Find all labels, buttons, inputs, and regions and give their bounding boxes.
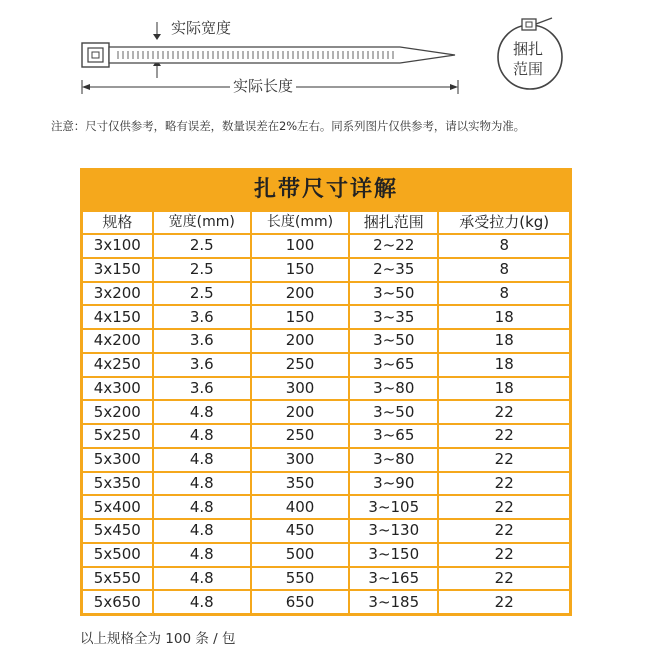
cell-length: 550	[252, 568, 350, 592]
table-header-row	[83, 212, 569, 235]
cell-spec: 5x500	[83, 544, 154, 568]
cell-bundle-range: 3~80	[350, 378, 439, 402]
cell-bundle-range: 2~22	[350, 235, 439, 259]
cell-width: 4.8	[154, 568, 252, 592]
cell-width: 4.8	[154, 425, 252, 449]
cell-bundle-range: 3~130	[350, 520, 439, 544]
cell-tensile-strength: 8	[439, 259, 569, 283]
cell-length: 500	[252, 544, 350, 568]
cell-tensile-strength: 18	[439, 354, 569, 378]
cell-spec: 5x550	[83, 568, 154, 592]
cell-bundle-range: 3~65	[350, 425, 439, 449]
cell-spec: 5x400	[83, 496, 154, 520]
header-length: 长度(mm)	[252, 212, 350, 235]
cell-spec: 5x350	[83, 473, 154, 497]
cell-width: 3.6	[154, 330, 252, 354]
cell-tensile-strength: 22	[439, 520, 569, 544]
header-bundle-range: 捆扎范围	[350, 212, 439, 235]
circle-label-line2: 范围	[513, 60, 544, 78]
table-row	[83, 378, 569, 402]
cell-spec: 5x200	[83, 401, 154, 425]
cell-spec: 4x250	[83, 354, 154, 378]
table-row	[83, 496, 569, 520]
cable-tie-illustration	[0, 0, 650, 110]
cell-bundle-range: 3~90	[350, 473, 439, 497]
table-row	[83, 591, 569, 613]
cell-bundle-range: 3~50	[350, 330, 439, 354]
cell-tensile-strength: 18	[439, 330, 569, 354]
cell-tensile-strength: 22	[439, 591, 569, 613]
cell-width: 3.6	[154, 378, 252, 402]
cell-length: 150	[252, 306, 350, 330]
cell-length: 200	[252, 283, 350, 307]
cell-width: 4.8	[154, 544, 252, 568]
cell-tensile-strength: 22	[439, 449, 569, 473]
cell-tensile-strength: 18	[439, 378, 569, 402]
table-row	[83, 568, 569, 592]
cell-bundle-range: 3~35	[350, 306, 439, 330]
table-row	[83, 283, 569, 307]
cell-tensile-strength: 22	[439, 473, 569, 497]
cell-length: 250	[252, 354, 350, 378]
cell-width: 4.8	[154, 496, 252, 520]
cell-width: 3.6	[154, 354, 252, 378]
cell-tensile-strength: 18	[439, 306, 569, 330]
length-label: 实际长度	[230, 77, 296, 95]
table-row	[83, 520, 569, 544]
cell-bundle-range: 3~65	[350, 354, 439, 378]
size-table	[80, 168, 572, 616]
circle-label-line1: 捆扎	[513, 40, 544, 58]
cell-length: 250	[252, 425, 350, 449]
cell-length: 100	[252, 235, 350, 259]
cell-width: 4.8	[154, 520, 252, 544]
cell-spec: 5x300	[83, 449, 154, 473]
width-label: 实际宽度	[171, 19, 232, 37]
cell-bundle-range: 3~80	[350, 449, 439, 473]
cell-length: 400	[252, 496, 350, 520]
cell-width: 4.8	[154, 401, 252, 425]
cell-spec: 4x300	[83, 378, 154, 402]
cell-tensile-strength: 22	[439, 425, 569, 449]
cell-bundle-range: 3~105	[350, 496, 439, 520]
cell-bundle-range: 3~50	[350, 283, 439, 307]
cell-width: 4.8	[154, 473, 252, 497]
table-row	[83, 544, 569, 568]
table-row	[83, 473, 569, 497]
size-table-grid	[83, 212, 569, 613]
header-tensile-strength: 承受拉力(kg)	[439, 212, 569, 235]
cell-width: 4.8	[154, 591, 252, 613]
cell-width: 2.5	[154, 259, 252, 283]
table-title: 扎带尺寸详解	[253, 177, 398, 202]
cell-length: 350	[252, 473, 350, 497]
cell-spec: 3x150	[83, 259, 154, 283]
package-quantity-note: 以上规格全为 100 条 / 包	[80, 631, 236, 647]
header-width: 宽度(mm)	[154, 212, 252, 235]
table-row	[83, 401, 569, 425]
cell-length: 200	[252, 401, 350, 425]
cell-spec: 5x450	[83, 520, 154, 544]
table-row	[83, 330, 569, 354]
cell-spec: 5x250	[83, 425, 154, 449]
cell-width: 4.8	[154, 449, 252, 473]
table-row	[83, 354, 569, 378]
cell-bundle-range: 3~165	[350, 568, 439, 592]
cell-length: 650	[252, 591, 350, 613]
disclaimer-note: 注意：尺寸仅供参考，略有误差，数量误差在2%左右。同系列图片仅供参考，请以实物为准。	[51, 119, 526, 133]
table-row	[83, 306, 569, 330]
cell-bundle-range: 3~185	[350, 591, 439, 613]
header-spec: 规格	[83, 212, 154, 235]
cell-tensile-strength: 8	[439, 235, 569, 259]
cell-tensile-strength: 22	[439, 401, 569, 425]
cell-length: 200	[252, 330, 350, 354]
table-row	[83, 259, 569, 283]
cell-bundle-range: 3~50	[350, 401, 439, 425]
cell-length: 450	[252, 520, 350, 544]
cell-tensile-strength: 22	[439, 544, 569, 568]
cell-length: 300	[252, 449, 350, 473]
cell-spec: 5x650	[83, 591, 154, 613]
cell-bundle-range: 2~35	[350, 259, 439, 283]
cell-tensile-strength: 22	[439, 568, 569, 592]
cell-length: 300	[252, 378, 350, 402]
cell-tensile-strength: 8	[439, 283, 569, 307]
cell-spec: 4x200	[83, 330, 154, 354]
cell-width: 2.5	[154, 283, 252, 307]
cell-spec: 3x100	[83, 235, 154, 259]
cable-tie-diagram	[0, 0, 650, 110]
table-row	[83, 425, 569, 449]
cell-tensile-strength: 22	[439, 496, 569, 520]
cell-spec: 4x150	[83, 306, 154, 330]
cell-bundle-range: 3~150	[350, 544, 439, 568]
cell-width: 3.6	[154, 306, 252, 330]
table-row	[83, 449, 569, 473]
cell-length: 150	[252, 259, 350, 283]
cell-width: 2.5	[154, 235, 252, 259]
table-row	[83, 235, 569, 259]
cell-spec: 3x200	[83, 283, 154, 307]
